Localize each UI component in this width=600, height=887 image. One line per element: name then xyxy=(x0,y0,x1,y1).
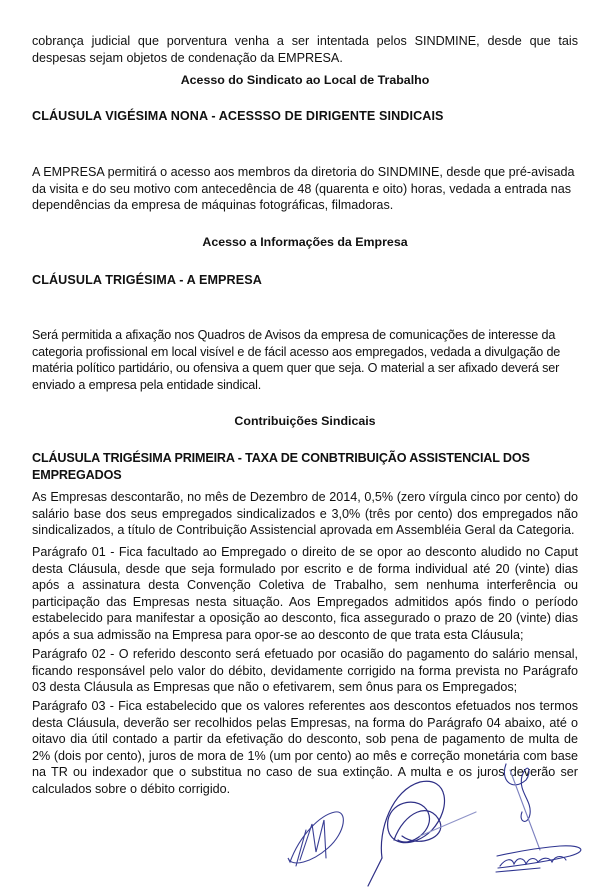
paragraph-quadro-avisos: Será permitida a afixação nos Quadros de Avisos da empresa de comunicações de interesse da categoria profissional em local visível e de fácil acesso aos empregados, vedada a divulgação de matéria político partidário, ou ofensiva a quem quer que seja. O material a ser afixado deverá ser enviado a empresa pela entidade sindical. xyxy=(32,328,561,392)
section-title-acesso-sindicato: Acesso do Sindicato ao Local de Trabalho xyxy=(180,73,430,87)
paragraph-acesso-dirigente: A EMPRESA permitirá o acesso aos membros da diretoria do SINDMINE, desde que pré-avisada da visita e do seu motivo com antecedência de 48 (quarenta e oito) horas, vedada a entrada nas dependências da empresa de máquinas fotográficas, filmadoras. xyxy=(32,165,575,213)
intro-paragraph: cobrança judicial que porventura venha a ser intentada pelos SINDMINE, desde que tais despesas sejam objetos de condenação da EMPRESA. xyxy=(32,34,578,65)
handwritten-signature-icon xyxy=(288,812,343,866)
section-title-acesso-informacoes: Acesso a Informações da Empresa xyxy=(202,235,408,249)
clause-title-trigesima-primeira: CLÁUSULA TRIGÉSIMA PRIMEIRA - TAXA DE CONBTRIBUIÇÃO ASSISTENCIAL DOS EMPREGADOS xyxy=(32,451,530,482)
section-title-contribuicoes: Contribuições Sindicais xyxy=(234,414,376,428)
paragraph-caput-contribuicao: As Empresas descontarão, no mês de Dezembro de 2014, 0,5% (zero vírgula cinco por cento) do salário base dos seus empregados sindicalizados e 3,0% (três por cento) dos empregados não sindicalizados, a título de Contribuição Assistencial aprovada em Assembléia Geral da Categoria. xyxy=(32,490,578,538)
clause-title-vigesima-nona: CLÁUSULA VIGÉSIMA NONA - ACESSSO DE DIRIGENTE SINDICAIS xyxy=(32,109,444,123)
paragraph-02: Parágrafo 02 - O referido desconto será efetuado por ocasião do pagamento do salário mensal, ficando responsável pelo valor do débito, devidamente corrigido na forma prevista no Parágrafo 03 desta Cláusula as Empresas que não o efetivarem, sem ônus para os Empregados; xyxy=(32,647,578,695)
paragraph-01: Parágrafo 01 - Fica facultado ao Empregado o direito de se opor ao desconto aludido no Caput desta Cláusula, desde que seja formulado por escrito e de forma individual até 20 (vinte) dias após a assinatura desta Convenção Coletiva de Trabalho, sem nenhuma interferência ou participação das Empresas nesta situação. Aos Empregados admitidos após findo o período estabelecido para manifestar a oposição ao desconto, fica assegurado o prazo de 20 (vinte) dias após a sua admissão na Empresa para opor-se ao desconto de que trata esta Cláusula; xyxy=(32,545,578,642)
clause-title-trigesima: CLÁUSULA TRIGÉSIMA - A EMPRESA xyxy=(32,273,262,287)
paragraph-03: Parágrafo 03 - Fica estabelecido que os valores referentes aos descontos efetuados nos termos desta Cláusula, deverão ser recolhidos pelas Empresas, na forma do Parágrafo 04 abaixo, até o oitavo dia útil contado a partir da efetivação do desconto, sob pena de pagamento de multa de 2% (dois por cento), juros de mora de 1% (um por cento) ao mês e correção monetária com base na TR ou indexador que o substitua no caso de sua extinção. A multa e os juros deverão ser calculados sobre o débito corrigido. xyxy=(32,699,578,796)
